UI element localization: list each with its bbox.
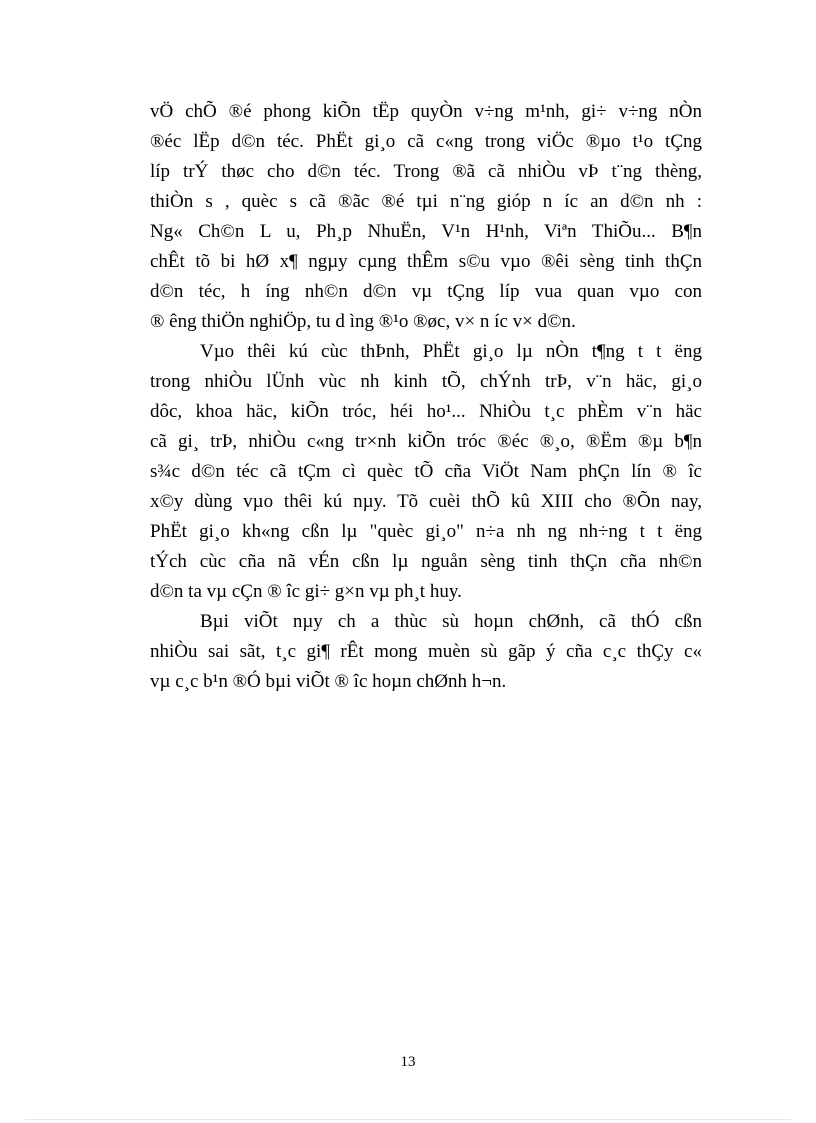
paragraph-1 <box>150 97 702 337</box>
text-line: Ng« Ch©n L u, Ph¸p NhuËn, V¹n H¹nh, Viªn ThiÕu... B¶n <box>150 221 702 242</box>
text-line: Vµo thêi kú cùc thÞnh, PhËt gi¸o lµ nÒn t¶ng t t ëng <box>200 341 702 362</box>
text-line: trong nhiÒu lÜnh vùc nh kinh tÕ, chÝnh trÞ, v¨n häc, gi¸o <box>150 371 702 392</box>
text-line: ® êng thiÖn nghiÖp, tu d ìng ®¹o ®øc, v× n íc v× d©n. <box>150 311 576 332</box>
text-line: vµ c¸c b¹n ®Ó bµi viÕt ® îc hoµn chØnh h¬n. <box>150 671 507 692</box>
text-line: s¾c d©n téc cã tÇm cì quèc tÕ cña ViÖt Nam phÇn lín ® îc <box>150 461 702 482</box>
text-line: vÖ chÕ ®é phong kiÕn tËp quyÒn v÷ng m¹nh, gi÷ v÷ng nÒn <box>150 101 702 122</box>
text-line: dôc, khoa häc, kiÕn tróc, héi ho¹... NhiÒu t¸c phÈm v¨n häc <box>150 401 702 422</box>
text-line: d©n ta vµ cÇn ® îc gi÷ g×n vµ ph¸t huy. <box>150 581 462 602</box>
page-number: 13 <box>400 1054 416 1070</box>
text-line: cã gi¸ trÞ, nhiÒu c«ng tr×nh kiÕn tróc ®éc ®¸o, ®Ëm ®µ b¶n <box>150 431 702 452</box>
paragraph-2 <box>150 337 702 607</box>
text-line: chÊt tõ bi hØ x¶ ngµy cµng thÊm s©u vµo ®êi sèng tinh thÇn <box>150 251 702 272</box>
text-line: x©y dùng vµo thêi kú nµy. Tõ cuèi thÕ kû XIII cho ®Õn nay, <box>150 491 702 512</box>
text-line: d©n téc, h íng nh©n d©n vµ tÇng líp vua quan vµo con <box>150 281 702 302</box>
text-line: líp trÝ thøc cho d©n téc. Trong ®ã cã nhiÒu vÞ t¨ng thèng, <box>150 161 702 182</box>
text-line: Bµi viÕt nµy ch a thùc sù hoµn chØnh, cã thÓ cßn <box>200 611 702 632</box>
text-line: nhiÒu sai sãt, t¸c gi¶ rÊt mong muèn sù gãp ý cña c¸c thÇy c« <box>150 641 702 662</box>
paragraph-3 <box>150 607 702 697</box>
text-line: tÝch cùc cña nã vÉn cßn lµ nguån sèng tinh thÇn cña nh©n <box>150 551 702 572</box>
text-line: PhËt gi¸o kh«ng cßn lµ "quèc gi¸o" n÷a nh ng nh÷ng t t ëng <box>150 521 702 542</box>
text-line: ®éc lËp d©n téc. PhËt gi¸o cã c«ng trong viÖc ®µo t¹o tÇng <box>150 131 702 152</box>
page-body <box>150 97 702 697</box>
text-line: thiÒn s , quèc s cã ®ãc ®é tµi n¨ng gióp n íc an d©n nh : <box>150 191 702 212</box>
page-bottom-rule <box>25 1119 791 1120</box>
